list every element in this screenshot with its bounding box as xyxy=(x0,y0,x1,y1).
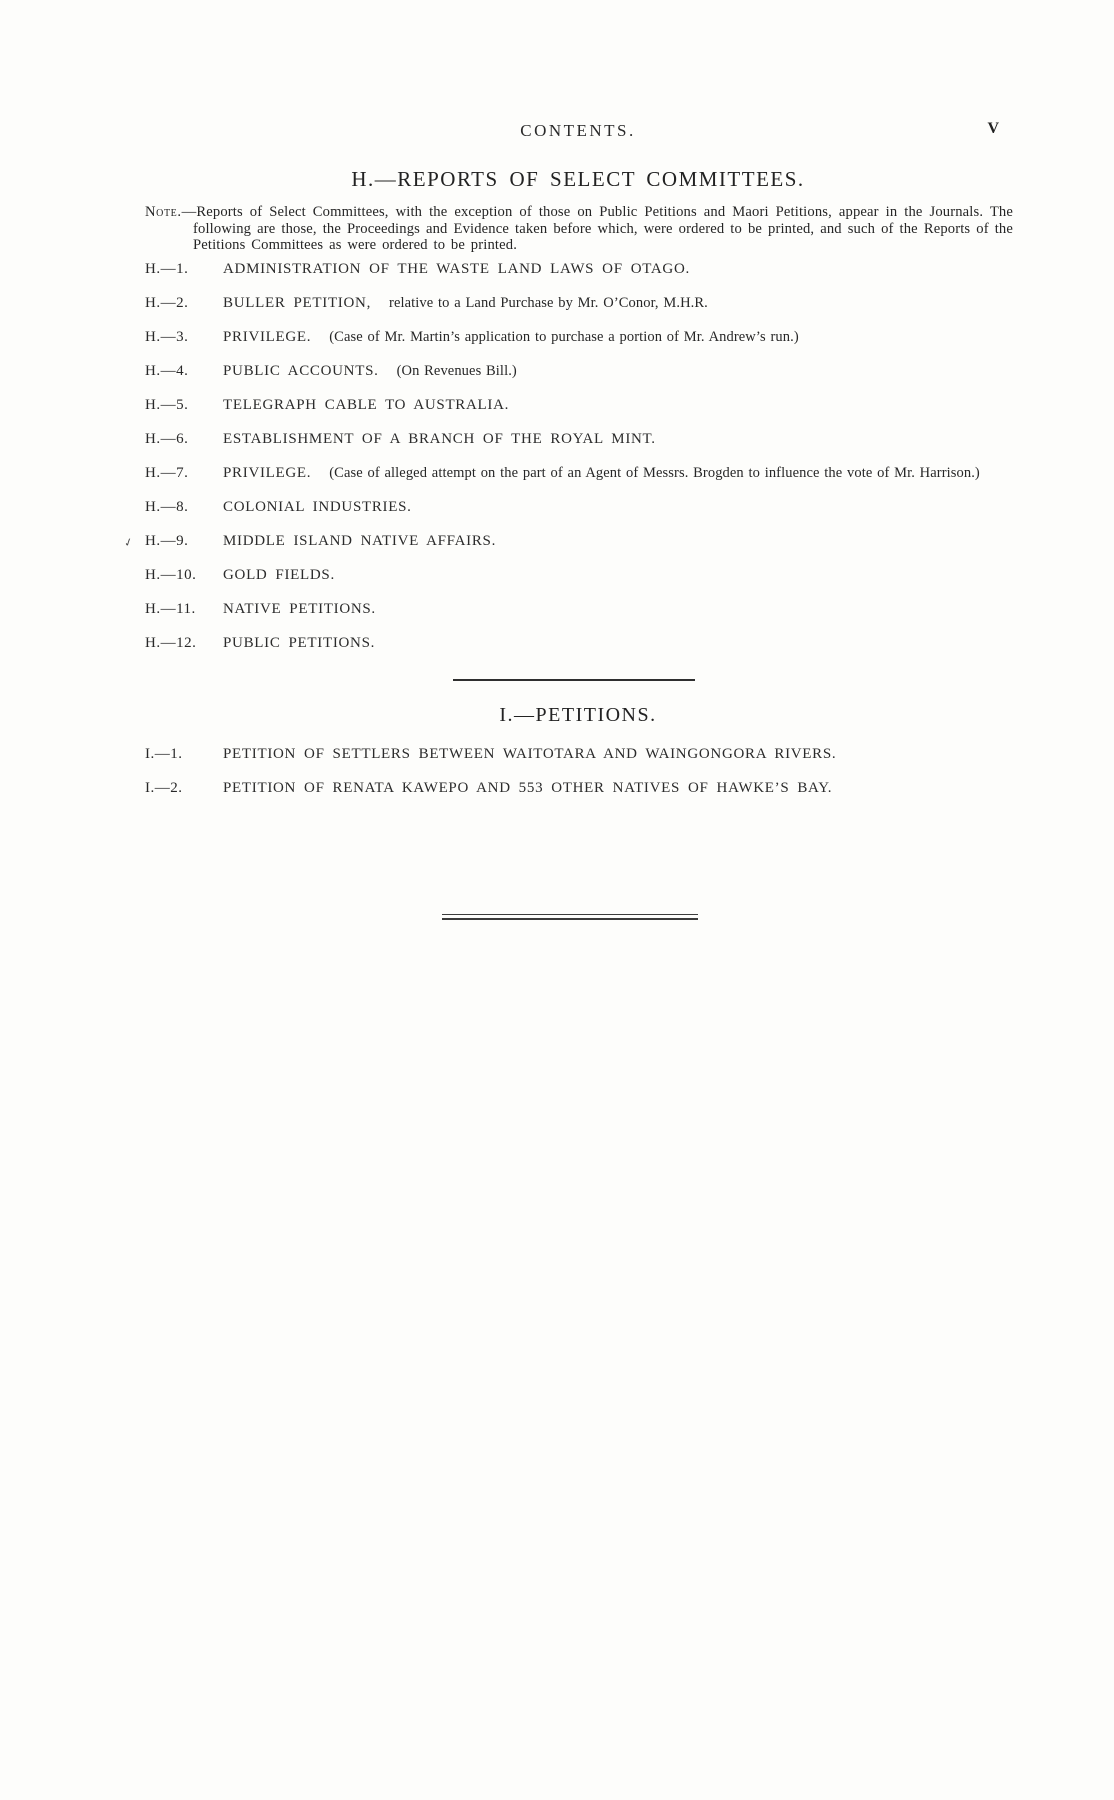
item-detail: (Case of alleged attempt on the part of an Agent of Messrs. Brogden to influence the vote of Mr. Harrison.) xyxy=(329,465,980,481)
item-text xyxy=(223,464,1013,483)
toc-item xyxy=(145,464,1013,483)
item-number: H.—12. xyxy=(145,635,197,651)
item-text xyxy=(223,532,1013,551)
item-number: H.—7. xyxy=(145,465,189,481)
item-title: GOLD FIELDS. xyxy=(223,567,335,583)
item-title: COLONIAL INDUSTRIES. xyxy=(223,499,412,515)
toc-item xyxy=(145,600,1013,619)
note-label: Note. xyxy=(145,204,182,220)
toc-item xyxy=(145,779,1013,798)
toc-item xyxy=(145,745,1013,764)
item-number: H.—10. xyxy=(145,567,197,583)
item-title: TELEGRAPH CABLE TO AUSTRALIA. xyxy=(223,397,510,413)
item-number: H.—9. xyxy=(145,533,189,549)
item-detail: (On Revenues Bill.) xyxy=(396,363,517,379)
section-divider xyxy=(453,679,695,681)
toc-item xyxy=(145,498,1013,517)
item-text xyxy=(223,328,1013,347)
page-number: V xyxy=(987,120,1000,137)
toc-item xyxy=(145,634,1013,653)
item-number: H.—3. xyxy=(145,329,189,345)
item-number: H.—8. xyxy=(145,499,189,515)
item-title: PETITION OF SETTLERS BETWEEN WAITOTARA AND WAINGONGORA RIVERS. xyxy=(223,746,837,762)
item-number: H.—6. xyxy=(145,431,189,447)
item-title: PRIVILEGE. xyxy=(223,329,312,345)
end-rule xyxy=(442,914,698,920)
item-number: I.—2. xyxy=(145,780,183,796)
toc-item xyxy=(122,532,1013,551)
item-text xyxy=(223,294,1013,313)
section-heading-h: H.—REPORTS OF SELECT COMMITTEES. xyxy=(351,167,805,191)
item-text xyxy=(223,260,1013,279)
toc-item xyxy=(145,294,1013,313)
item-number: H.—5. xyxy=(145,397,189,413)
item-text xyxy=(223,745,1013,764)
item-title: PUBLIC PETITIONS. xyxy=(223,635,376,651)
item-text xyxy=(223,430,1013,449)
item-text xyxy=(223,779,1013,798)
toc-item xyxy=(145,430,1013,449)
item-number: H.—2. xyxy=(145,295,189,311)
item-text xyxy=(223,396,1013,415)
item-number: H.—11. xyxy=(145,601,196,617)
item-text xyxy=(223,498,1013,517)
item-detail: (Case of Mr. Martin’s application to purchase a portion of Mr. Andrew’s run.) xyxy=(329,329,799,345)
page-title: CONTENTS. xyxy=(520,121,636,140)
pencil-tick-mark: ✓ xyxy=(122,534,136,551)
reports-list xyxy=(122,260,1013,668)
toc-item xyxy=(145,260,1013,279)
item-title: NATIVE PETITIONS. xyxy=(223,601,376,617)
toc-item xyxy=(145,362,1013,381)
item-title: ESTABLISHMENT OF A BRANCH OF THE ROYAL MINT. xyxy=(223,431,656,447)
item-title: PRIVILEGE. xyxy=(223,465,312,481)
toc-item xyxy=(145,396,1013,415)
item-number: H.—1. xyxy=(145,261,189,277)
item-text xyxy=(223,600,1013,619)
petitions-list xyxy=(145,745,1013,813)
item-title: BULLER PETITION, xyxy=(223,295,372,311)
item-number: H.—4. xyxy=(145,363,189,379)
note-paragraph xyxy=(145,204,1013,254)
item-title: PUBLIC ACCOUNTS. xyxy=(223,363,379,379)
item-title: MIDDLE ISLAND NATIVE AFFAIRS. xyxy=(223,533,497,549)
item-title: ADMINISTRATION OF THE WASTE LAND LAWS OF OTAGO. xyxy=(223,261,690,277)
item-detail: relative to a Land Purchase by Mr. O’Conor, M.H.R. xyxy=(389,295,708,311)
item-text xyxy=(223,362,1013,381)
item-title: PETITION OF RENATA KAWEPO AND 553 OTHER NATIVES OF HAWKE’S BAY. xyxy=(223,780,833,796)
item-text xyxy=(223,634,1013,653)
note-text: —Reports of Select Committees, with the exception of those on Public Petitions and Maori Petitions, appear in the Journals. The following are those, the Proceedings and Evidence taken before which, were ordered to be printed, and such of the Reports of the Petitions Committees as were ordered to be printed. xyxy=(181,204,1013,253)
item-number: I.—1. xyxy=(145,746,183,762)
item-text xyxy=(223,566,1013,585)
toc-item xyxy=(145,328,1013,347)
toc-item xyxy=(145,566,1013,585)
section-heading-i: I.—PETITIONS. xyxy=(499,704,657,726)
